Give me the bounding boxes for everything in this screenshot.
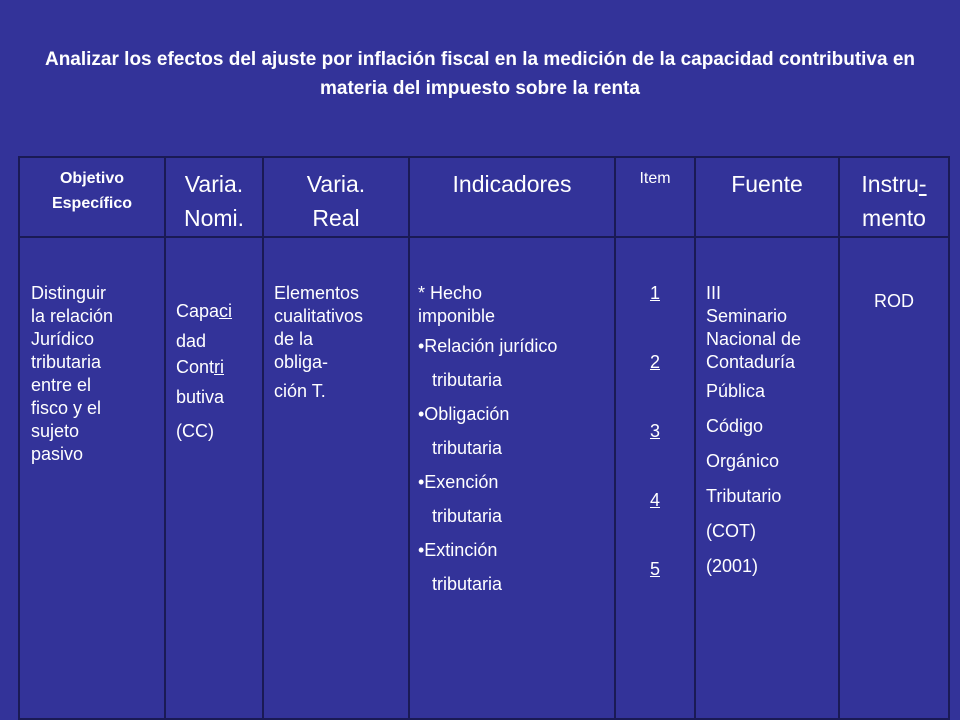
cell-instrumento <box>839 237 949 719</box>
var-nom-part: ri <box>214 357 225 377</box>
fuente-line: III <box>706 283 722 303</box>
indicador-line: tributaria <box>432 370 503 390</box>
cell-objetivo <box>19 237 165 719</box>
objetivo-line: la relación <box>31 306 114 326</box>
objetivo-line: fisco y el <box>31 398 102 418</box>
fuente-line: Pública <box>706 381 766 401</box>
indicador-line: tributaria <box>432 574 503 594</box>
header-fuente <box>695 157 839 237</box>
cell-indicadores <box>409 237 615 719</box>
header-instrumento-hyphen: - <box>918 171 927 197</box>
header-objetivo <box>19 157 165 237</box>
cell-fuente <box>695 237 839 719</box>
page-title: Analizar los efectos del ajuste por inflación fiscal en la medición de la capacidad contributiva en materia del impuesto sobre la renta <box>44 49 916 99</box>
var-real-line: cualitativos <box>274 306 364 326</box>
header-var-nom-line2: Nomi. <box>183 205 245 231</box>
fuente-line: Contaduría <box>706 352 796 372</box>
header-instrumento <box>839 157 949 237</box>
objetivo-line: entre el <box>31 375 92 395</box>
item-number: 2 <box>649 352 660 372</box>
fuente-line: (2001) <box>706 556 759 576</box>
var-nom-part: Cont <box>176 357 215 377</box>
objetivo-line: sujeto <box>31 421 80 441</box>
header-instrumento-part1: Instru <box>861 171 919 197</box>
header-indicadores <box>409 157 615 237</box>
fuente-line: Código <box>706 416 764 436</box>
var-nom-line: butiva <box>176 387 225 407</box>
var-nom-part: Capa <box>176 301 220 321</box>
fuente-line: Orgánico <box>706 451 780 471</box>
header-item-label: Item <box>639 170 671 187</box>
header-var-real-line2: Real <box>312 205 360 231</box>
header-fuente-label: Fuente <box>731 171 803 197</box>
var-nom-part: ci <box>219 301 233 321</box>
indicador-line: •Obligación <box>418 404 510 424</box>
fuente-line: Nacional de <box>706 329 802 349</box>
indicador-line: tributaria <box>432 506 503 526</box>
var-real-line: de la <box>274 329 314 349</box>
fuente-line: Tributario <box>706 486 782 506</box>
indicador-line: •Exención <box>418 472 499 492</box>
objetivo-line: pasivo <box>31 444 84 464</box>
operationalization-table <box>18 156 950 720</box>
item-number: 5 <box>649 559 660 579</box>
header-var-nom-line1: Varia. <box>184 171 244 197</box>
header-objetivo-line2: Específico <box>51 195 133 212</box>
instrumento-value: ROD <box>874 291 914 311</box>
indicador-line: tributaria <box>432 438 503 458</box>
indicador-line: * Hecho <box>418 283 483 303</box>
cell-items <box>615 237 695 719</box>
objetivo-line: tributaria <box>31 352 102 372</box>
cell-var-real <box>263 237 409 719</box>
header-objetivo-line1: Objetivo <box>59 170 124 187</box>
header-var-nom <box>165 157 263 237</box>
fuente-line: (COT) <box>706 521 756 541</box>
cell-var-nom <box>165 237 263 719</box>
var-real-line: Elementos <box>274 283 360 303</box>
objetivo-line: Jurídico <box>31 329 95 349</box>
header-instrumento-part2: mento <box>862 205 926 231</box>
fuente-line: Seminario <box>706 306 788 326</box>
indicador-line: •Relación jurídico <box>418 336 558 356</box>
objetivo-line: Distinguir <box>31 283 107 303</box>
indicador-line: imponible <box>418 306 496 326</box>
var-real-line: obliga- <box>274 352 329 372</box>
header-var-real <box>263 157 409 237</box>
table-row <box>19 237 949 719</box>
header-var-real-line1: Varia. <box>306 171 366 197</box>
item-number: 4 <box>649 490 660 510</box>
table-header-row <box>19 157 949 237</box>
header-indicadores-label: Indicadores <box>452 171 572 197</box>
var-nom-line: (CC) <box>176 421 214 441</box>
indicador-line: •Extinción <box>418 540 498 560</box>
var-real-line: ción T. <box>274 381 326 401</box>
header-item <box>615 157 695 237</box>
item-number: 3 <box>649 421 660 441</box>
var-nom-line: dad <box>176 331 207 351</box>
item-number: 1 <box>649 283 660 303</box>
